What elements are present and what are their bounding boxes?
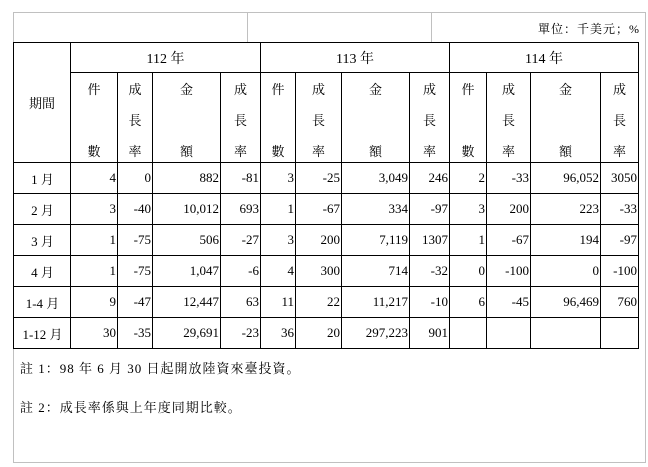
value-cell-c113: 4 — [261, 256, 296, 287]
value-cell-ag112: -6 — [221, 256, 261, 287]
value-cell-g112: -75 — [118, 256, 153, 287]
value-cell-c113: 1 — [261, 194, 296, 225]
count-growth-header-112 — [118, 73, 153, 163]
period-cell: 3 月 — [14, 225, 71, 256]
value-cell-ag114: -100 — [601, 256, 639, 287]
value-cell-c114: 2 — [450, 163, 487, 194]
count-growth-header-114 — [487, 73, 531, 163]
amount-header-113 — [342, 73, 410, 163]
value-cell-ag112: 693 — [221, 194, 261, 225]
value-cell-ag114: -97 — [601, 225, 639, 256]
value-cell-a112: 506 — [153, 225, 221, 256]
header-char: 長 — [501, 113, 515, 128]
value-cell-a113: 7,119 — [342, 225, 410, 256]
value-cell-a113: 297,223 — [342, 318, 410, 349]
header-char: 成 — [311, 82, 325, 97]
value-cell-g113: 20 — [296, 318, 342, 349]
value-cell-a112: 12,447 — [153, 287, 221, 318]
value-cell-c114: 6 — [450, 287, 487, 318]
investment-table — [13, 42, 639, 349]
value-cell-a113: 334 — [342, 194, 410, 225]
value-cell-a114: 194 — [531, 225, 601, 256]
header-char: 數 — [461, 144, 475, 159]
value-cell-ag113: 1307 — [410, 225, 450, 256]
value-cell-c114 — [450, 318, 487, 349]
header-char: 長 — [311, 113, 325, 128]
top-blank-cell — [13, 12, 248, 43]
value-cell-ag113: -10 — [410, 287, 450, 318]
note-2: 註 2：成長率係與上年度同期比較。 — [20, 400, 242, 415]
value-cell-g114: -67 — [487, 225, 531, 256]
value-cell-a113: 3,049 — [342, 163, 410, 194]
value-cell-c113: 11 — [261, 287, 296, 318]
header-char: 額 — [558, 144, 572, 159]
value-cell-c112: 9 — [71, 287, 118, 318]
table-row — [14, 318, 639, 349]
amount-growth-header-113 — [410, 73, 450, 163]
value-cell-a112: 882 — [153, 163, 221, 194]
value-cell-g114: -100 — [487, 256, 531, 287]
table-row — [14, 256, 639, 287]
header-char: 額 — [179, 144, 193, 159]
header-char: 長 — [233, 113, 247, 128]
table-row — [14, 287, 639, 318]
value-cell-c114: 0 — [450, 256, 487, 287]
period-cell: 1-12 月 — [14, 318, 71, 349]
header-char: 金 — [368, 82, 382, 97]
header-char: 長 — [612, 113, 626, 128]
amount-header-114 — [531, 73, 601, 163]
value-cell-g112: 0 — [118, 163, 153, 194]
header-char: 率 — [311, 144, 325, 159]
table-row — [14, 163, 639, 194]
period-cell: 1 月 — [14, 163, 71, 194]
value-cell-ag113: -32 — [410, 256, 450, 287]
amount-header-112 — [153, 73, 221, 163]
value-cell-c112: 3 — [71, 194, 118, 225]
value-cell-ag113: 901 — [410, 318, 450, 349]
value-cell-g113: 22 — [296, 287, 342, 318]
value-cell-a112: 10,012 — [153, 194, 221, 225]
value-cell-ag113: -97 — [410, 194, 450, 225]
value-cell-c114: 1 — [450, 225, 487, 256]
value-cell-c114: 3 — [450, 194, 487, 225]
count-header-113 — [261, 73, 296, 163]
value-cell-ag112: 63 — [221, 287, 261, 318]
value-cell-a113: 714 — [342, 256, 410, 287]
value-cell-c112: 1 — [71, 225, 118, 256]
value-cell-ag112: -23 — [221, 318, 261, 349]
value-cell-ag113: 246 — [410, 163, 450, 194]
value-cell-c113: 3 — [261, 163, 296, 194]
value-cell-c112: 30 — [71, 318, 118, 349]
value-cell-ag112: -27 — [221, 225, 261, 256]
value-cell-a112: 1,047 — [153, 256, 221, 287]
period-cell: 2 月 — [14, 194, 71, 225]
value-cell-g114: -45 — [487, 287, 531, 318]
header-char: 成 — [612, 82, 626, 97]
header-char: 成 — [501, 82, 515, 97]
value-cell-c113: 3 — [261, 225, 296, 256]
year-header-112: 112 年 — [71, 43, 261, 73]
count-header-114 — [450, 73, 487, 163]
value-cell-ag114: 760 — [601, 287, 639, 318]
header-char: 件 — [87, 82, 101, 97]
header-char: 數 — [87, 144, 101, 159]
value-cell-a114 — [531, 318, 601, 349]
value-cell-ag114 — [601, 318, 639, 349]
value-cell-ag112: -81 — [221, 163, 261, 194]
value-cell-c113: 36 — [261, 318, 296, 349]
header-char: 率 — [501, 144, 515, 159]
count-header-112 — [71, 73, 118, 163]
value-cell-g113: 200 — [296, 225, 342, 256]
top-blank-cell — [248, 12, 432, 43]
header-char: 金 — [558, 82, 572, 97]
header-char: 成 — [128, 82, 142, 97]
table-row — [14, 194, 639, 225]
value-cell-c112: 4 — [71, 163, 118, 194]
value-cell-ag114: 3050 — [601, 163, 639, 194]
header-char: 率 — [233, 144, 247, 159]
value-cell-a112: 29,691 — [153, 318, 221, 349]
value-cell-g113: 300 — [296, 256, 342, 287]
header-char: 長 — [128, 113, 142, 128]
value-cell-c112: 1 — [71, 256, 118, 287]
value-cell-g112: -47 — [118, 287, 153, 318]
header-char: 件 — [461, 82, 475, 97]
period-header: 期間 — [14, 43, 71, 163]
header-char: 成 — [422, 82, 436, 97]
value-cell-g112: -75 — [118, 225, 153, 256]
value-cell-g113: -67 — [296, 194, 342, 225]
count-growth-header-113 — [296, 73, 342, 163]
value-cell-g112: -35 — [118, 318, 153, 349]
value-cell-a114: 0 — [531, 256, 601, 287]
value-cell-g114: -33 — [487, 163, 531, 194]
header-char: 成 — [233, 82, 247, 97]
amount-growth-header-114 — [601, 73, 639, 163]
value-cell-g112: -40 — [118, 194, 153, 225]
value-cell-g114 — [487, 318, 531, 349]
unit-label: 單位：千美元；% — [538, 22, 640, 36]
header-char: 率 — [612, 144, 626, 159]
header-char: 數 — [271, 144, 285, 159]
header-char: 長 — [422, 113, 436, 128]
year-header-114: 114 年 — [450, 43, 639, 73]
year-header-113: 113 年 — [261, 43, 450, 73]
amount-growth-header-112 — [221, 73, 261, 163]
header-char: 率 — [422, 144, 436, 159]
value-cell-a113: 11,217 — [342, 287, 410, 318]
value-cell-g113: -25 — [296, 163, 342, 194]
value-cell-ag114: -33 — [601, 194, 639, 225]
header-char: 金 — [179, 82, 193, 97]
note-1: 註 1：98 年 6 月 30 日起開放陸資來臺投資。 — [20, 361, 301, 376]
period-cell: 1-4 月 — [14, 287, 71, 318]
value-cell-a114: 96,052 — [531, 163, 601, 194]
value-cell-g114: 200 — [487, 194, 531, 225]
header-char: 率 — [128, 144, 142, 159]
header-char: 額 — [368, 144, 382, 159]
header-char: 件 — [271, 82, 285, 97]
value-cell-a114: 96,469 — [531, 287, 601, 318]
table-row — [14, 225, 639, 256]
value-cell-a114: 223 — [531, 194, 601, 225]
period-cell: 4 月 — [14, 256, 71, 287]
